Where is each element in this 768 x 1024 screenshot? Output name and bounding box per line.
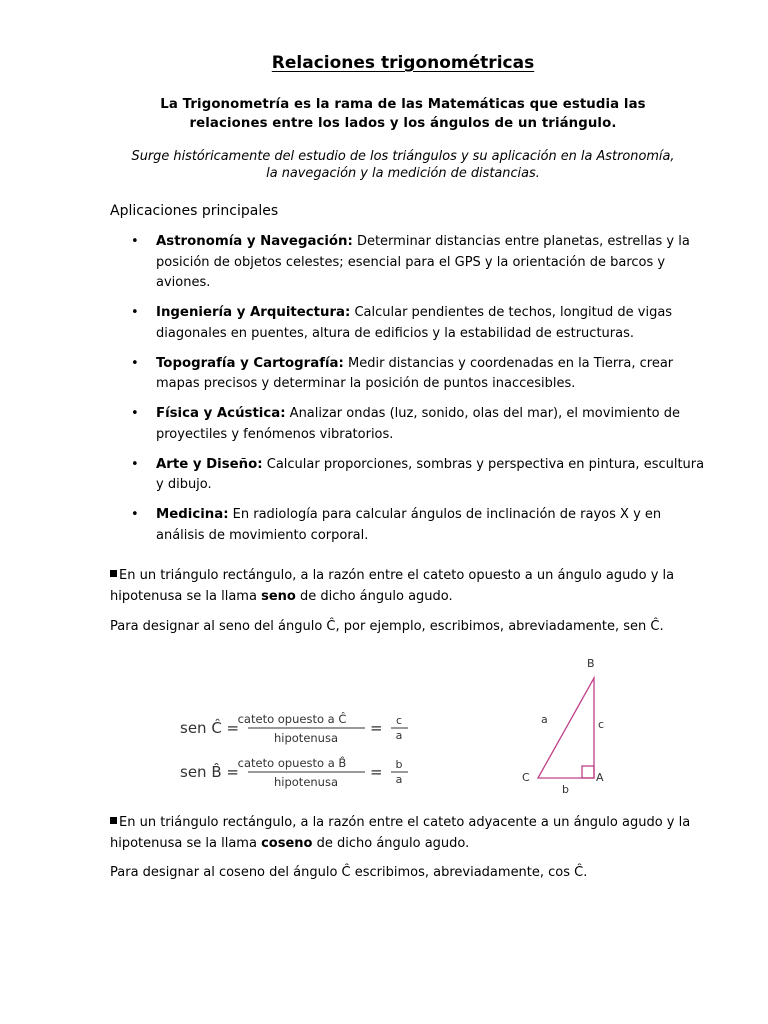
bullet-icon: • (131, 456, 139, 472)
applications-list (110, 232, 710, 556)
seno-text-after: de dicho ángulo agudo. (295, 588, 453, 604)
application-name: Física y Acústica: (156, 406, 286, 421)
side-b-label: b (562, 783, 569, 796)
application-name: Arte y Diseño: (156, 456, 263, 472)
application-text: En radiología para calcular ángulos de inclinación de rayos X y en análisis de movimiento corporal. (156, 507, 662, 543)
application-text: Medir distancias y coordenadas en la Tierra, crear mapas precisos y determinar la posición de puntos inaccesibles. (156, 355, 674, 391)
seno-example: Para designar al seno del ángulo Ĉ, por ejemplo, escribimos, abreviadamente, sen Ĉ. (110, 619, 664, 634)
intro-history: Surge históricamente del estudio de los triángulos y su aplicación en la Astronomía, la navegación y la medición de distancias. (131, 149, 675, 181)
bullet-icon: • (131, 305, 139, 320)
coseno-text-before: En un triángulo rectángulo, a la razón entre el cateto adyacente a un ángulo agudo y la hipotenusa se la llama (110, 815, 691, 851)
coseno-definition (110, 813, 710, 854)
application-name: Topografía y Cartografía: (156, 355, 344, 371)
vertex-c-label: C (522, 771, 530, 784)
square-bullet-icon (110, 817, 117, 824)
list-item (110, 455, 710, 496)
formula-numerator: cateto opuesto a Ĉ (237, 712, 347, 726)
coseno-keyword: coseno (261, 835, 313, 851)
formula-denominator: hipotenusa (273, 775, 339, 789)
right-angle-mark (582, 766, 594, 778)
bullet-icon: • (131, 406, 139, 421)
seno-text-before: En un triángulo rectángulo, a la razón entre el cateto opuesto a un ángulo agudo y la hipotenusa se la llama (110, 568, 675, 604)
fraction-numerator: c (395, 714, 403, 727)
sine-formulas (170, 700, 430, 795)
application-text: Analizar ondas (luz, sonido, olas del mar), el movimiento de proyectiles y fenómenos vibratorios. (156, 406, 680, 442)
triangle-shape (538, 678, 594, 778)
applications-heading: Aplicaciones principales (110, 203, 279, 219)
fraction-denominator: a (395, 729, 403, 742)
fraction-numerator: b (395, 758, 403, 771)
seno-definition (110, 566, 710, 607)
seno-keyword: seno (261, 588, 296, 604)
list-item (110, 354, 710, 395)
bullet-icon: • (131, 507, 139, 522)
list-item (110, 505, 710, 546)
coseno-example: Para designar al coseno del ángulo Ĉ escribimos, abreviadamente, cos Ĉ. (110, 865, 588, 880)
application-name: Astronomía y Navegación: (156, 234, 353, 249)
application-name: Medicina: (156, 507, 229, 522)
equals-sign: = (370, 763, 383, 781)
application-text: Determinar distancias entre planetas, estrellas y la posición de objetos celestes; esencial para el GPS y la orientación de barcos y aviones. (156, 234, 690, 290)
application-text: Calcular pendientes de techos, longitud de vigas diagonales en puentes, altura de edificios y la estabilidad de estructuras. (156, 305, 673, 341)
vertex-a-label: A (596, 771, 604, 784)
intro-definition: La Trigonometría es la rama de las Matemáticas que estudia las relaciones entre los lados y los ángulos de un triángulo. (160, 97, 646, 131)
formula-row-1 (180, 711, 408, 745)
side-c-label: c (598, 718, 605, 731)
coseno-text-after: de dicho ángulo agudo. (312, 835, 470, 851)
bullet-icon: • (131, 234, 139, 249)
vertex-b-label: B (587, 657, 595, 670)
square-bullet-icon (110, 570, 117, 577)
list-item (110, 232, 710, 294)
application-name: Ingeniería y Arquitectura: (156, 305, 351, 320)
formula-lhs: sen Ĉ = (180, 719, 240, 737)
list-item (110, 303, 710, 344)
equals-sign: = (370, 719, 383, 737)
page-title: Relaciones trigonométricas (271, 53, 535, 73)
bullet-icon: • (131, 355, 139, 371)
right-triangle-diagram (510, 650, 620, 800)
fraction-denominator: a (395, 773, 403, 786)
formula-numerator: cateto opuesto a B̂ (237, 756, 347, 770)
side-a-label: a (541, 713, 548, 726)
list-item (110, 404, 710, 445)
application-text: Calcular proporciones, sombras y perspectiva en pintura, escultura y dibujo. (156, 456, 705, 492)
formula-row-2 (180, 756, 408, 789)
formula-lhs: sen B̂ = (180, 763, 239, 781)
formula-denominator: hipotenusa (273, 731, 339, 745)
